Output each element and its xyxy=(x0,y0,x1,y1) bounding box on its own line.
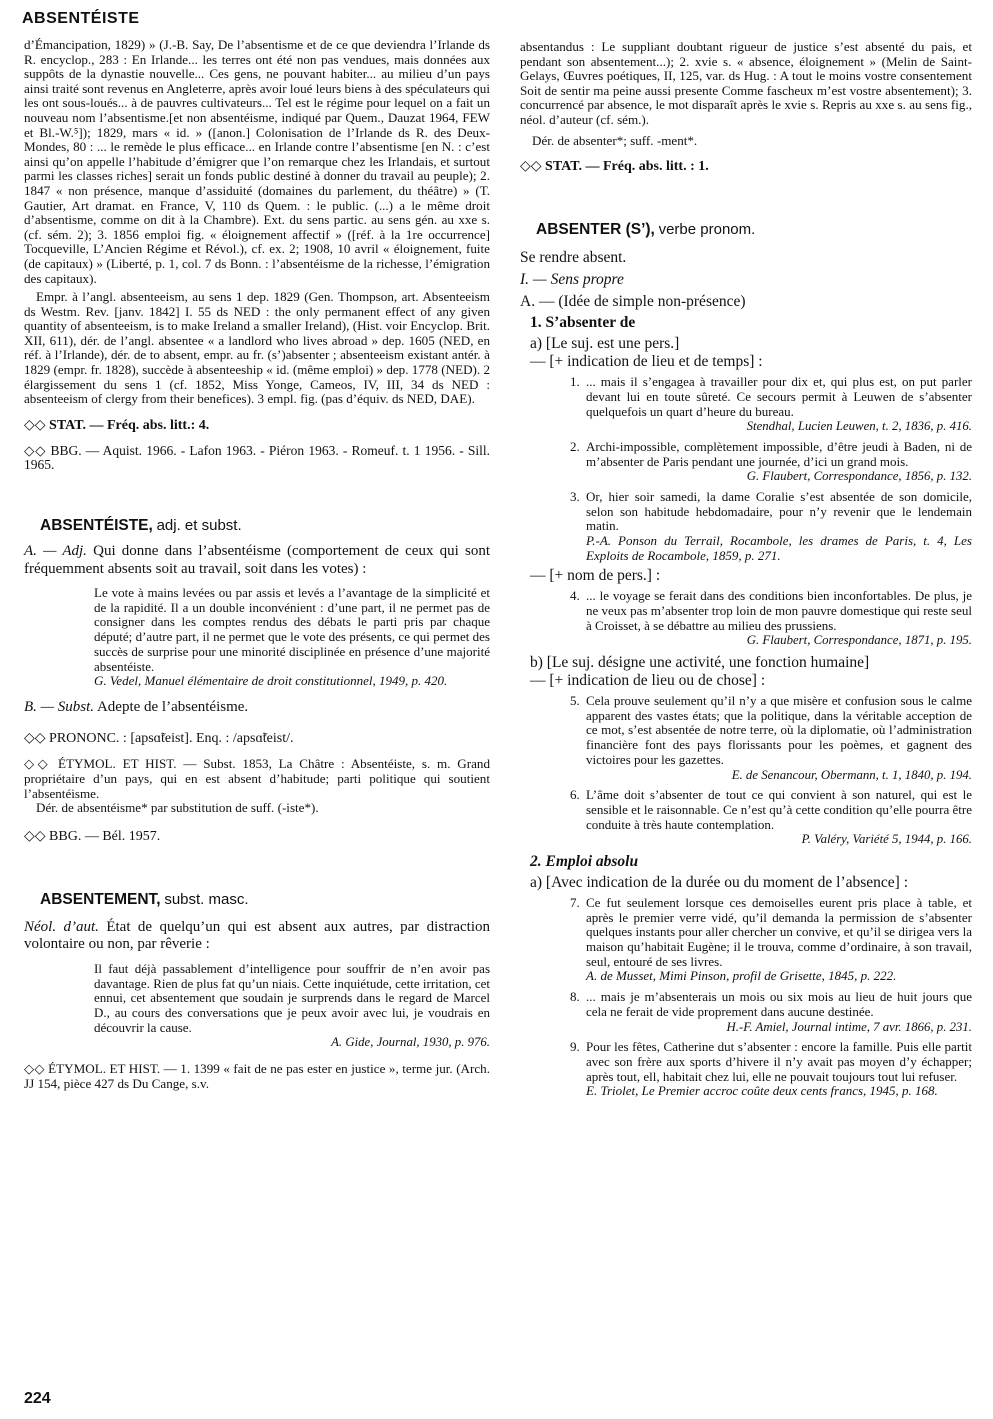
bibliography-line: ◇◇ BBG. — Aquist. 1966. - Lafon 1963. - Piéron 1963. - Romeuf. t. 1 1956. - Sill. 1965. xyxy=(24,442,490,473)
construction-2: — [+ nom de pers.] : xyxy=(530,567,661,585)
section-1: 1. S’absenter de xyxy=(530,314,636,332)
examples-block: 7. Ce fut seulement lorsque ces demoiselles eurent pris place à table, et après le premier verre vidé, qu’il demanda la permission de s’absenter quelques instants pour aller chercher un convive, et qu’il se dirigea vers la maison qu’habitait Eugène; il le trouva, comme d’ordinaire, à son travail, seul, entouré de ses livres. A. de Musset, Mimi Pinson, profil de Grisette, 1845, p. 222. 8. ... mais je m’absenterais un mois ou six mois au lieu de huit jours que cela ne ferait de vide proprement dans aucune destinée. H.-F. Amiel, Journal intime, 7 avr. 1866, p. 231. 9. Pour les fêtes, Catherine dut s’absenter : encore la famille. Puis elle partit avec son frère aux sports d’hivere il n’y avait pas moyen d’y échapper; après tout, ell, habitait chez lui, elle ne pouvait toujours tout lui refuser. E. Triolet, Le Premier accroc coûte deux cents francs, 1945, p. 168. xyxy=(570,894,972,1099)
subsection-a: a) [Le suj. est une pers.] xyxy=(530,335,680,353)
continued-etymology: absentandus : Le suppliant doubtant rigueur de justice s’est absenté du pais, et pendant son absentement...); 2. xvie s. « absence, éloignement » (Melin de Saint-Gelays, Œuvres poétiques, II, 125, var. ds Hug. : A tout le moins vostre consentement Soit de sentir ma peine aussi presente Comme fascheux m’est vostre absentement); 3. concurrencé par absence, le mot disparaît après le xvie s. Repris au xxe s. au sens fig., néol. d’auteur (cf. sém.). xyxy=(520,39,972,127)
definition: État de quelqu’un qui est absent aux autres, par distraction volontaire ou non, par rêverie : xyxy=(24,918,491,953)
borrowing-note: Empr. à l’angl. absenteeism, au sens 1 dep. 1829 (Gen. Thompson, art. Absenteeism ds Westm. Rev. [janv. 1842] I. 55 ds NED : the only permanent effect of any given quantity of absenteeism, is to make Ireland a smaller Ireland), (Hist. voir Encyclop. Brit. XII, 611), dér. de l’angl. absentee « a landlord who lives abroad » dep. 1605 (NED, en réf. à l’Irlande), dér. de to absent, empr. au fr. (s’)absenter ; absenteeism existant antér. à 1829 (empr. fr. 1828), succède à absenteeship « id. (même emploi) » dep. 1778 (NED). 2 élargissement du sens 1 (cf. 1852, Miss Yonge, Cameos, IV, III, 34 ds NED : absenteeism of clergy from their benefices). 3 empl. fig. (pas d’équiv. ds NED, DAE). xyxy=(24,289,490,407)
subsection-a2: a) [Avec indication de la durée ou du moment de l’absence] : xyxy=(530,873,909,891)
subsection-b: b) [Le suj. désigne une activité, une fonction humaine] xyxy=(530,654,870,672)
example-9-source: E. Triolet, Le Premier accroc coûte deux cents francs, 1945, p. 168. xyxy=(586,1083,938,1099)
derivation-line: Dér. de absentéisme* par substitution de suff. (-iste*). xyxy=(36,800,319,816)
example-3-source: P.-A. Ponson du Terrail, Rocambole, les drames de Paris, t. 4, Les Exploits de Rocambole, 1859, p. 271. xyxy=(586,532,972,563)
quotation-source: A. Gide, Journal, 1930, p. 976. xyxy=(331,1035,490,1050)
page-number: 224 xyxy=(24,1390,51,1407)
example-2-source: G. Flaubert, Correspondance, 1856, p. 132. xyxy=(746,469,972,484)
example-7-source: A. de Musset, Mimi Pinson, profil de Grisette, 1845, p. 222. xyxy=(586,968,897,984)
section-I: I. — Sens propre xyxy=(520,271,624,289)
sense-b-label: B. — Subst. xyxy=(24,698,95,715)
quotation: Le vote à mains levées ou par assis et levés a l’avantage de la simplicité et de la rapidité. Il a un double inconvénient : d’une part, il ne permet pas de consigner dans les comptes rendus des débats le parti pris par chaque député; d’autre part, il ne permet que le vote des présents, ce qui permet des succès de surprise pour une minorité disciplinée en présence d’une majorité absentéiste. xyxy=(94,585,490,674)
section-2: 2. Emploi absolu xyxy=(530,852,639,870)
stat-line: ◇◇ STAT. — Fréq. abs. litt.: 4. xyxy=(24,417,210,433)
headword-absenter: ABSENTER (S’), xyxy=(536,221,655,239)
example-4: ... le voyage se ferait dans des conditions bien inconfortables. De plus, je ne veux pas m’absenter trop loin de mon pauvre domestique qui reste seul à Croisset, à se débattre au milieu des prussiens. xyxy=(586,588,972,633)
etymology-line: ◇◇ ÉTYMOL. ET HIST. — Subst. 1853, La Châtre : Absentéiste, s. m. Grand propriétaire d’un pays, qui en est absent d’habitude; parti politique qui soutient l’absentéisme. xyxy=(24,756,490,801)
sense-a-definition: Qui donne dans l’absentéisme (comportement de ceux qui sont fréquemment absents soit au travail, soit dans les votes) : xyxy=(24,543,491,577)
part-of-speech: verbe pronom. xyxy=(658,221,756,239)
example-5-source: E. de Senancour, Obermann, t. 1, 1840, p. 194. xyxy=(731,767,972,782)
headword-absentement: ABSENTEMENT, xyxy=(40,890,161,908)
part-of-speech: subst. masc. xyxy=(164,890,249,908)
example-1-source: Stendhal, Lucien Leuwen, t. 2, 1836, p. 416. xyxy=(746,419,972,434)
entry-absentement xyxy=(24,891,490,1091)
example-4-source: G. Flaubert, Correspondance, 1871, p. 195. xyxy=(746,633,972,648)
construction-3: — [+ indication de lieu ou de chose] : xyxy=(530,672,766,690)
headword-absenteiste: ABSENTÉISTE, xyxy=(40,517,153,535)
example-7: Ce fut seulement lorsque ces demoiselles eurent pris place à table, et après le premier verre vidé, qu’il demanda la permission de s’absenter quelques instants pour aller chercher un convive, et qu’il se dirigea vers la maison qu’habitait Eugène; il le trouva, comme d’ordinaire, à son travail, seul, entouré de ses livres. xyxy=(586,894,972,969)
entry-absenter xyxy=(520,221,972,1099)
example-3: Or, hier soir samedi, la dame Coralie s’est absentée de son domicile, selon son habitude hebdomadaire, pour n’y revenir que le lendemain matin. xyxy=(586,488,972,534)
stat-line: ◇◇ STAT. — Fréq. abs. litt. : 1. xyxy=(520,159,709,175)
definition: Se rendre absent. xyxy=(520,249,627,267)
examples-block: 5. Cela prouve seulement qu’il n’y a que misère et confusion sous le calme apparent des vastes états; que la politique, dans la véritable acception de ce mot, s’est absentée de notre terre, où la diplomatie, où l’administration financière font des pays florissants pour les poèmes, et gagnent des victoires pour les gazettes. E. de Senancour, Obermann, t. 1, 1840, p. 194. 6. L’âme doit s’absenter de tout ce qui convient à son naturel, qui est le sensible et le raisonnable. Ce n’est qu’à cette condition qu’elle pourra être conduite à très haute contemplation. P. Valéry, Variété 5, 1944, p. 166. xyxy=(570,693,972,847)
entry-absenteiste xyxy=(24,517,490,845)
continued-etymology: d’Émancipation, 1829) » (J.-B. Say, De l’absentisme et de ce que deviendra l’Irlande ds R. encyclop., 283 : En Irlande... les terres ont été non pas vendues, mais données aux suppôts de la dynastie nouvelle... Ces gens, ne pouvant habiter... au milieu d’un pays ainsi traité sont revenus en Angleterre, après avoir loué leurs biens à des spéculateurs qui les ont sous-loués... à de pauvres cultivateurs... Tel est le régime pour lequel on a fait un nouveau nom l’absentisme.[et non absentéisme, indiqué par Quem., Dauzat 1964, FEW et Bl.-W.⁵]); 1829, mars « id. » ([anon.] Colonisation de l’Irlande ds R. des Deux-Mondes, 80 : ... le remède le plus efficace... en Irlande contre l’absentisme [en N. : c’est ainsi qu’on appelle l’habitude d’émigrer que l’on remarque chez les Irlandais, et surtout parmi les classes riches] serait un fonds public destiné à donner du travail au peuple); 2. 1847 « non présence, manque d’assiduité (domaines du parlement, du théâtre) » (T. Gautier, Art dramat. en France, V, 110 ds Quem. : le public. (...) a le même droit d’absentisme, comme on dit à la Chambre). Ext. du sens partic. au sens gén. au xxe s. (cf. sém. 2); 3. 1856 emploi fig. « éloignement affectif » ([réf. à la 1re occurrence] Tocqueville, L’Ancien Régime et Révol.), cf. ex. 2; 1908, 10 avril « éloignement, fuite (de capitaux) » (Liberté, p. 1, col. 7 ds Bonn. : l’absentéisme de la richesse, l’émigration des capitaux). xyxy=(24,37,490,286)
sense-b-definition: Adepte de l’absentéisme. xyxy=(96,698,249,715)
examples-block: 4. ... le voyage se ferait dans des conditions bien inconfortables. De plus, je ne veux pas m’absenter trop loin de mon pauvre domestique qui reste seul à Croisset, à se débattre au milieu des prussiens. G. Flaubert, Correspondance, 1871, p. 195. xyxy=(570,588,972,648)
example-1: ... mais il s’engagea à travailler pour dix et, qui plus est, on put parler devant lui en toute sûreté. Ce secours permit à Leuwen de s’absenter quelquefois un quart d’heure du bureau. xyxy=(586,374,972,419)
derivation-line: Dér. de absenter*; suff. -ment*. xyxy=(532,132,698,148)
construction-1: — [+ indication de lieu et de temps] : xyxy=(530,353,763,371)
etymology-line: ◇◇ ÉTYMOL. ET HIST. — 1. 1399 « fait de ne pas ester en justice », terme jur. (Arch. JJ 154, pièce 427 ds Du Cange, s.v. xyxy=(24,1060,490,1091)
bibliography-line: ◇◇ BBG. — Bél. 1957. xyxy=(24,828,161,844)
definition-label: Néol. d’aut. xyxy=(24,918,99,935)
quotation: Il faut déjà passablement d’intelligence pour souffrir de n’en avoir pas davantage. Rien de plus fat qu’un niais. Cette inquiétude, cette irritation, cet ennui, cet absentement que soudain je surprends dans le regard de Marcel D., au cours des conversations que je peux avoir avec lui, je voudrais en découvrir la cause. xyxy=(94,960,491,1035)
example-2: Archi-impossible, complètement impossible, d’être jeudi à Baden, ni de m’absenter de Paris pendant une journée, d’ici un grand mois. xyxy=(586,438,972,469)
quotation-source: G. Vedel, Manuel élémentaire de droit constitutionnel, 1949, p. 420. xyxy=(94,673,448,689)
example-9: Pour les fêtes, Catherine dut s’absenter : encore la famille. Puis elle partit avec son frère aux sports d’hivere il n’y avait pas moyen d’y échapper; après tout, ell, habitait chez lui, elle ne pouvait toujours tout lui refuser. xyxy=(586,1039,972,1084)
part-of-speech: adj. et subst. xyxy=(156,517,242,535)
example-8: ... mais je m’absenterais un mois ou six mois au lieu de huit jours que cela ne ferait de vide proprement dans aucune destinée. xyxy=(586,989,972,1019)
example-5: Cela prouve seulement qu’il n’y a que misère et confusion sous le calme apparent des vastes états; que la politique, dans la véritable acception de ce mot, s’est absentée de notre terre, où la diplomatie, où l’administration financière font des pays florissants pour les poèmes, et gagnent des victoires pour les gazettes. xyxy=(586,693,972,767)
sense-a-label: A. — Adj. xyxy=(24,543,87,560)
example-6: L’âme doit s’absenter de tout ce qui convient à son naturel, qui est le sensible et le raisonnable. Ce n’est qu’à cette condition qu’elle pourra être conduite à très haute contemplation. xyxy=(586,787,972,832)
example-8-source: H.-F. Amiel, Journal intime, 7 avr. 1866, p. 231. xyxy=(726,1019,972,1034)
examples-block: 1. ... mais il s’engagea à travailler pour dix et, qui plus est, on put parler devant lui en toute sûreté. Ce secours permit à Leuwen de s’absenter quelquefois un quart d’heure du bureau. Stendhal, Lucien Leuwen, t. 2, 1836, p. 416. 2. Archi-impossible, complètement impossible, d’être jeudi à Baden, ni de m’absenter de Paris pendant une journée, d’ici un grand mois. G. Flaubert, Correspondance, 1856, p. 132. 3. Or, hier soir samedi, la dame Coralie s’est absentée de son domicile, selon son habitude hebdomadaire, pour n’y revenir que le lendemain matin. P.-A. Ponson du Terrail, Rocambole, les drames de Paris, t. 4, Les Exploits de Rocambole, 1859, p. 271. xyxy=(570,374,972,563)
section-A: A. — (Idée de simple non-présence) xyxy=(520,293,746,311)
left-column xyxy=(24,38,490,1091)
right-column xyxy=(520,40,972,1099)
pronunciation-line: ◇◇ PRONONC. : [apsɑ̃teist]. Enq. : /apsɑ̃teist/. xyxy=(24,731,294,747)
example-6-source: P. Valéry, Variété 5, 1944, p. 166. xyxy=(801,832,972,847)
running-head: ABSENTÉISTE xyxy=(22,10,140,27)
